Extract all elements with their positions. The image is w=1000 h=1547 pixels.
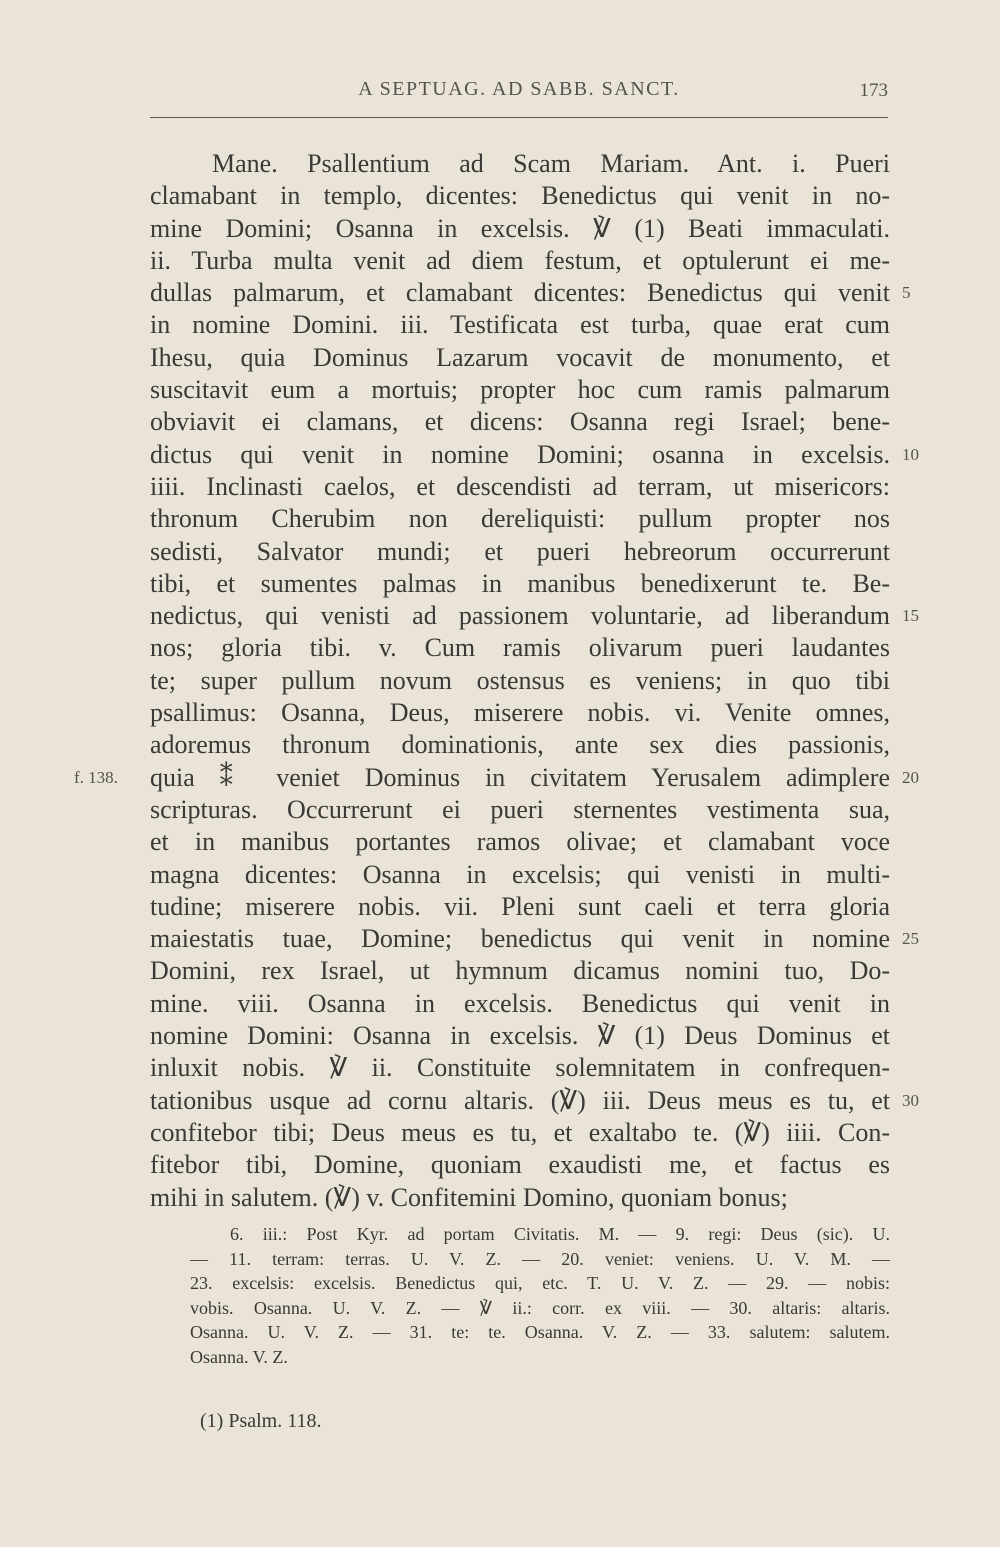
text-line: suscitavit eum a mortuis; propter hoc cum ramis palmarum xyxy=(150,375,890,405)
text-line-content: nedictus, qui venisti ad passionem voluntarie, ad liberandum xyxy=(150,601,890,631)
line-number: 25 xyxy=(902,929,919,949)
text-line: scripturas. Occurrerunt ei pueri sternentes vestimenta sua, xyxy=(150,794,890,824)
footnote-line: 23. excelsis: excelsis. Benedictus qui, etc. T. U. V. Z. — 29. — nobis: xyxy=(190,1273,890,1293)
text-line: confitebor tibi; Deus meus es tu, et exaltabo te. (℣) iiii. Con- xyxy=(150,1117,890,1147)
text-line: obviavit ei clamans, et dicens: Osanna regi Israel; bene- xyxy=(150,407,890,437)
text-line: mine Domini; Osanna in excelsis. ℣ (1) Beati immaculati. xyxy=(150,213,890,243)
text-line: te; super pullum novum ostensus es veniens; in quo tibi xyxy=(150,665,890,695)
footnote-line: Osanna. U. V. Z. — 31. te: te. Osanna. V. Z. — 33. salutem: salutem. xyxy=(190,1322,890,1342)
text-line-content: tationibus usque ad cornu altaris. (℣) iii. Deus meus es tu, et xyxy=(150,1085,890,1115)
text-line: thronum Cherubim non dereliquisti: pullum propter nos xyxy=(150,504,890,534)
text-line: Mane. Psallentium ad Scam Mariam. Ant. i. Pueri xyxy=(212,149,890,178)
footnote-line: 6. iii.: Post Kyr. ad portam Civitatis. M. — 9. regi: Deus (sic). U. xyxy=(230,1224,890,1244)
text-line-30 xyxy=(150,1085,919,1117)
text-line-content: dullas palmarum, et clamabant dicentes: Benedictus qui venit xyxy=(150,278,890,308)
folio-note: f. 138. xyxy=(74,767,118,787)
text-line: in nomine Domini. iii. Testificata est turba, quae erat cum xyxy=(150,310,890,340)
line-number: 5 xyxy=(902,283,911,303)
text-line: adoremus thronum dominationis, ante sex dies passionis, xyxy=(150,730,890,760)
text-line: tudine; miserere nobis. vii. Pleni sunt caeli et terra gloria xyxy=(150,891,890,921)
line-number: 20 xyxy=(902,767,919,787)
text-line: clamabant in templo, dicentes: Benedictus qui venit in no- xyxy=(150,181,890,211)
text-line: psallimus: Osanna, Deus, miserere nobis. vi. Venite omnes, xyxy=(150,698,890,728)
text-line-content: dictus qui venit in nomine Domini; osanna in excelsis. xyxy=(150,439,890,469)
text-line: mine. viii. Osanna in excelsis. Benedictus qui venit in xyxy=(150,988,890,1018)
text-line: fitebor tibi, Domine, quoniam exaudisti me, et factus es xyxy=(150,1150,890,1180)
text-line: ii. Turba multa venit ad diem festum, et optulerunt ei me- xyxy=(150,245,890,275)
text-line-10 xyxy=(150,439,919,471)
critical-apparatus xyxy=(190,1222,890,1369)
text-line: nos; gloria tibi. v. Cum ramis olivarum pueri laudantes xyxy=(150,633,890,663)
text-line: sedisti, Salvator mundi; et pueri hebreorum occurrerunt xyxy=(150,536,890,566)
footnote-line: — 11. terram: terras. U. V. Z. — 20. veniet: veniens. U. V. M. — xyxy=(190,1248,890,1269)
text-line: Ihesu, quia Dominus Lazarum vocavit de monumento, et xyxy=(150,342,890,372)
line-number: 30 xyxy=(902,1090,919,1110)
text-line: Domini, rex Israel, ut hymnum dicamus nomini tuo, Do- xyxy=(150,956,890,986)
text-line-content: maiestatis tuae, Domine; benedictus qui venit in nomine xyxy=(150,924,890,954)
page-header xyxy=(150,78,888,108)
text-line-25 xyxy=(150,923,919,955)
text-line-content: quia ⁑ veniet Dominus in civitatem Yerusalem adimplere xyxy=(150,762,890,792)
text-line: tibi, et sumentes palmas in manibus benedixerunt te. Be- xyxy=(150,568,890,598)
line-number: 10 xyxy=(902,444,919,464)
text-line-15 xyxy=(150,600,919,632)
text-line: mihi in salutem. (℣) v. Confitemini Domino, quoniam bonus; xyxy=(150,1182,788,1212)
running-head: A SEPTUAG. AD SABB. SANCT. xyxy=(358,78,680,100)
footnote-line: Osanna. V. Z. xyxy=(190,1346,288,1367)
text-line: inluxit nobis. ℣ ii. Constituite solemnitatem in confrequen- xyxy=(150,1053,890,1083)
text-line-20 xyxy=(74,762,919,794)
line-number: 15 xyxy=(902,606,919,626)
text-line-5 xyxy=(150,277,911,309)
page-number: 173 xyxy=(859,80,888,101)
text-line: iiii. Inclinasti caelos, et descendisti ad terram, ut misericors: xyxy=(150,471,890,501)
header-rule xyxy=(150,117,888,118)
text-line: et in manibus portantes ramos olivae; et clamabant voce xyxy=(150,827,890,857)
text-line: magna dicentes: Osanna in excelsis; qui venisti in multi- xyxy=(150,859,890,889)
psalm-footnote: (1) Psalm. 118. xyxy=(200,1410,322,1432)
text-line: nomine Domini: Osanna in excelsis. ℣ (1) Deus Dominus et xyxy=(150,1021,890,1051)
main-text xyxy=(74,148,919,1214)
footnote-line: vobis. Osanna. U. V. Z. — ℣ ii.: corr. ex viii. — 30. altaris: altaris. xyxy=(190,1297,890,1318)
